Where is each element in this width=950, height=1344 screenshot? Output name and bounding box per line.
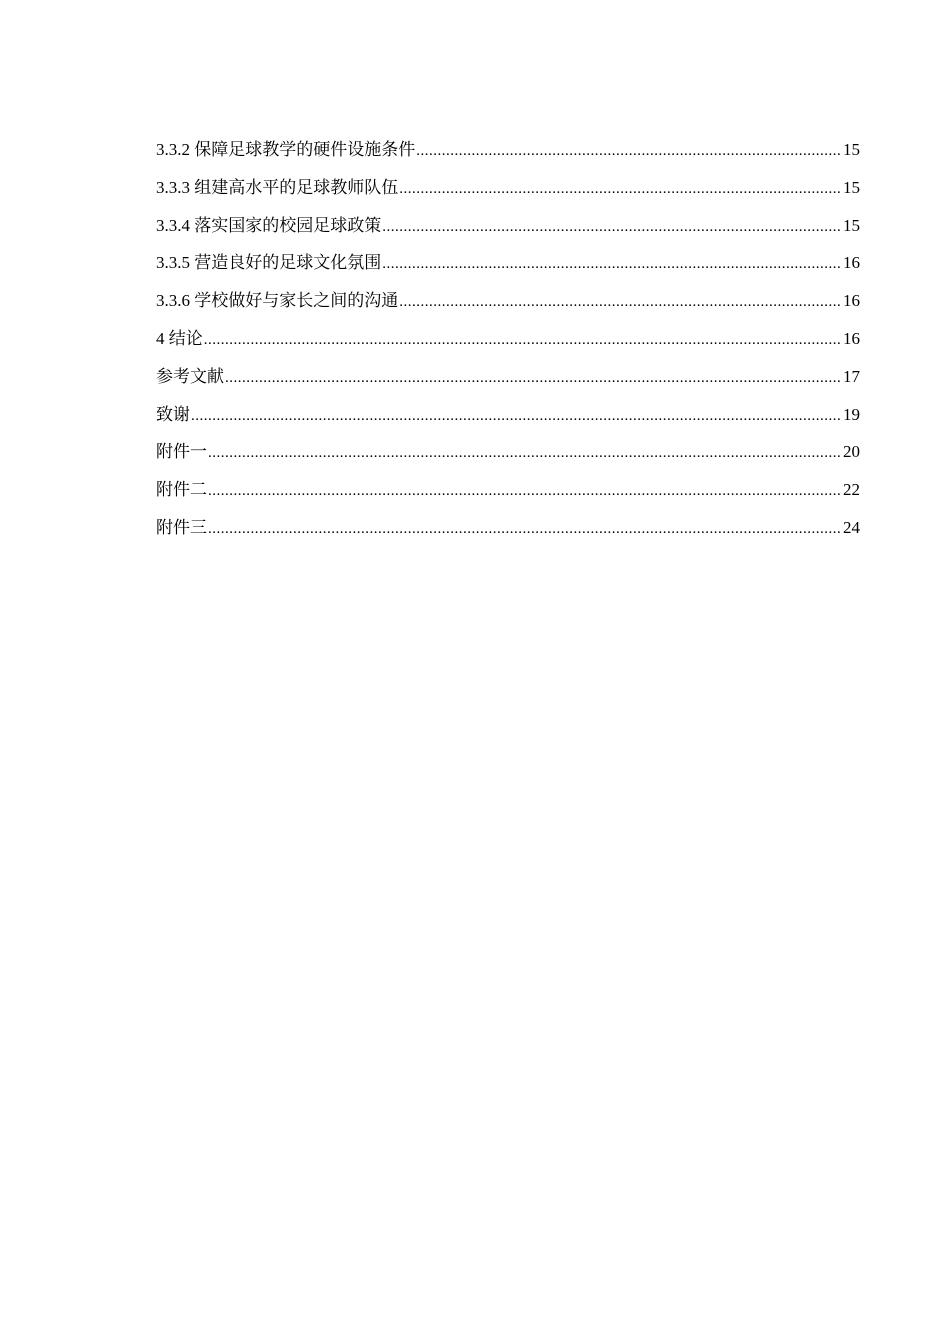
toc-entry[interactable] bbox=[156, 325, 860, 363]
toc-entry-title: 附件三 bbox=[156, 517, 207, 537]
toc-entry-title: 3.3.4 落实国家的校园足球政策 bbox=[156, 215, 382, 235]
toc-dot-leader bbox=[208, 477, 842, 505]
toc-entry-title: 3.3.6 学校做好与家长之间的沟通 bbox=[156, 291, 399, 311]
toc-entry[interactable] bbox=[156, 212, 860, 250]
toc-entry[interactable] bbox=[156, 476, 860, 514]
toc-page-number: 16 bbox=[843, 328, 860, 348]
toc-dot-leader bbox=[208, 515, 842, 543]
toc-page-number: 15 bbox=[843, 215, 860, 235]
toc-dot-leader bbox=[208, 439, 842, 467]
toc-entry[interactable] bbox=[156, 401, 860, 439]
toc-entry[interactable] bbox=[156, 249, 860, 287]
toc-entry-title: 参考文献 bbox=[156, 366, 224, 386]
toc-dot-leader bbox=[204, 326, 842, 354]
toc-entry[interactable] bbox=[156, 174, 860, 212]
toc-page-number: 17 bbox=[843, 366, 860, 386]
toc-page-number: 16 bbox=[843, 291, 860, 311]
toc-dot-leader bbox=[225, 364, 842, 392]
toc-entry[interactable] bbox=[156, 514, 860, 552]
toc-entry-title: 致谢 bbox=[156, 404, 190, 424]
toc-page-number: 16 bbox=[843, 253, 860, 273]
toc-dot-leader bbox=[399, 175, 842, 203]
toc-entry[interactable] bbox=[156, 287, 860, 325]
toc-entry-title: 4 结论 bbox=[156, 328, 203, 348]
toc-dot-leader bbox=[382, 250, 842, 278]
toc-dot-leader bbox=[399, 288, 842, 316]
toc-entry-title: 3.3.3 组建高水平的足球教师队伍 bbox=[156, 177, 399, 197]
toc-entry-title: 3.3.5 营造良好的足球文化氛围 bbox=[156, 253, 382, 273]
toc-entry-title: 3.3.2 保障足球教学的硬件设施条件 bbox=[156, 140, 416, 159]
toc-page-number: 19 bbox=[843, 404, 860, 424]
toc-page-number: 24 bbox=[843, 517, 860, 537]
toc-page-number: 22 bbox=[843, 480, 860, 500]
toc-page-number: 15 bbox=[843, 177, 860, 197]
toc-entry-title: 附件二 bbox=[156, 480, 207, 500]
toc-page-number: 15 bbox=[843, 140, 860, 159]
toc-entry[interactable] bbox=[156, 363, 860, 401]
toc-dot-leader bbox=[416, 137, 842, 165]
toc-page-number: 20 bbox=[843, 442, 860, 462]
toc-dot-leader bbox=[191, 402, 842, 430]
toc-dot-leader bbox=[382, 213, 842, 241]
table-of-contents bbox=[156, 136, 860, 552]
toc-entry[interactable] bbox=[156, 438, 860, 476]
toc-entry-title: 附件一 bbox=[156, 442, 207, 462]
toc-entry[interactable] bbox=[156, 136, 860, 174]
